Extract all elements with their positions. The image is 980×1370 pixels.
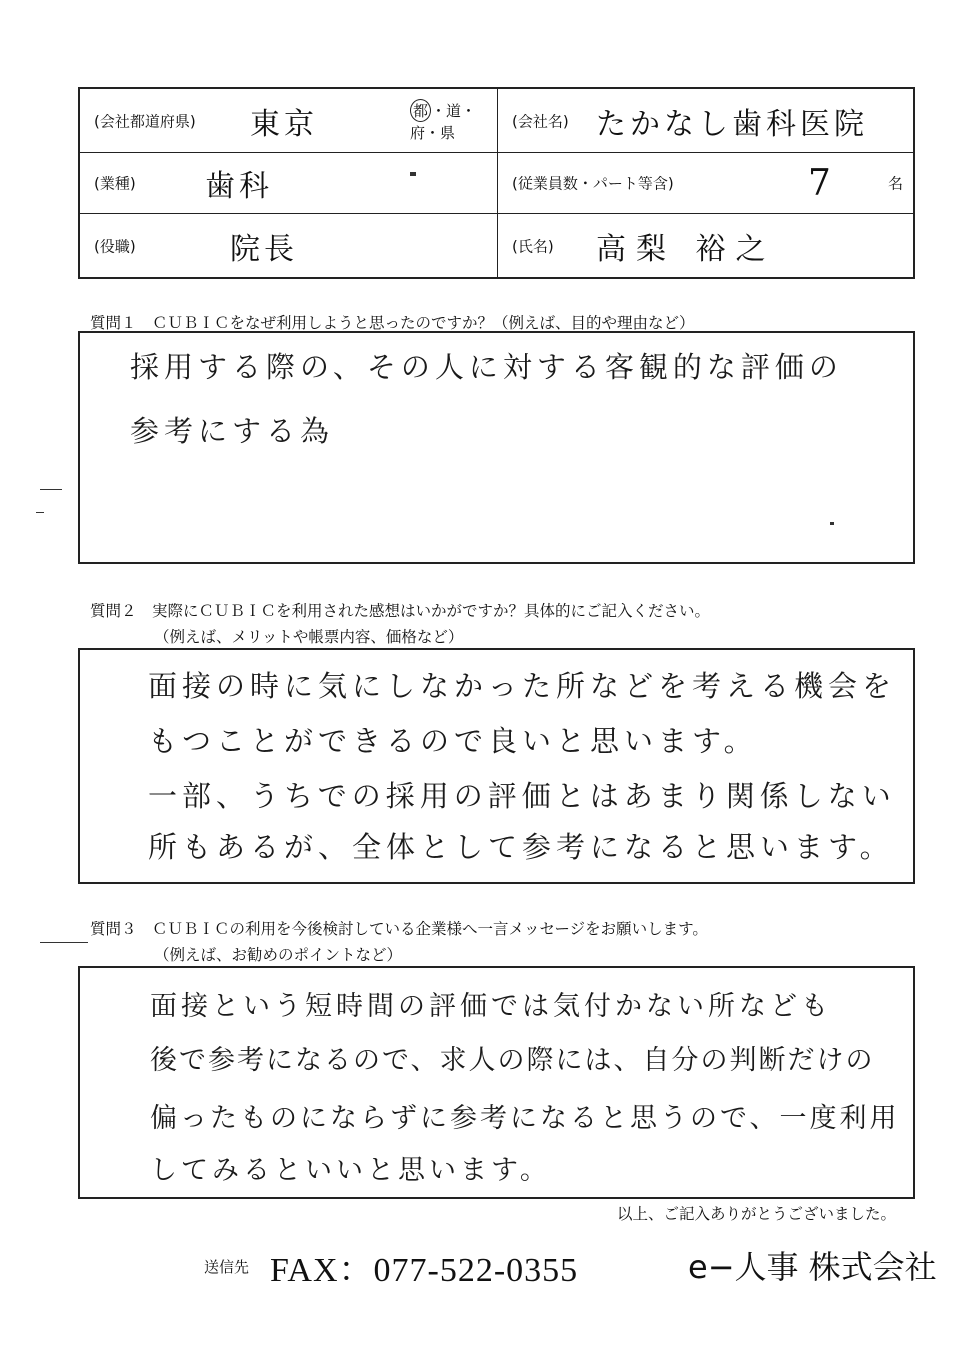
employees-unit: 名 [887, 174, 903, 193]
question-2-answer-line: 一部、うちでの採用の評価とはあまり関係しない [148, 779, 896, 813]
position-label: (役職) [94, 237, 136, 255]
industry-cell [80, 153, 498, 214]
question-2-answer-box [78, 648, 915, 884]
question-3-answer-line: 偏ったものにならずに参考になると思うので、一度利用 [150, 1103, 900, 1134]
question-2-answer-line: 所もあるが、全体として参考になると思います。 [148, 830, 894, 864]
question-3-title: 質問３ ＣＵＢＩＣの利用を今後検討している企業様へ一言メッセージをお願いします。 [90, 920, 708, 938]
prefecture-option-circled: 都 [410, 99, 431, 122]
question-3-answer-line: 後で参考になるので、求人の際には、自分の判断だけの [150, 1045, 875, 1076]
prefecture-option-rest: ・道・府・県 [410, 101, 477, 142]
employees-label: (従業員数・パート等含) [512, 174, 674, 193]
company-name-value: たかなし歯科医院 [596, 106, 868, 142]
company-name-cell [498, 89, 913, 153]
position-value: 院長 [230, 231, 298, 267]
question-1-answer-line: 参考にする為 [130, 414, 335, 448]
prefecture-cell [80, 89, 498, 153]
prefecture-label: (会社都道府県) [94, 112, 196, 130]
name-value: 高梨 裕之 [596, 231, 776, 267]
employees-cell [498, 153, 913, 214]
question-2-answer-line: 面接の時に気にしなかった所などを考える機会を [148, 669, 897, 703]
question-3-subtitle: （例えば、お勧めのポイントなど） [154, 946, 403, 964]
closing-message: 以上、ご記入ありがとうございました。 [616, 1205, 896, 1223]
employees-value: 7 [808, 162, 835, 204]
question-1-title: 質問１ ＣＵＢＩＣをなぜ利用しようと思ったのですか？（例えば、目的や理由など） [90, 314, 695, 332]
position-cell [80, 214, 498, 277]
question-3-answer-line: 面接という短時間の評価では気付かない所なども [150, 991, 832, 1022]
prefecture-options [410, 99, 497, 143]
industry-value: 歯科 [205, 169, 273, 204]
prefecture-value: 東京 [250, 106, 318, 142]
question-3-answer-box [78, 966, 915, 1199]
name-label: (氏名) [512, 237, 554, 255]
industry-label: (業種) [94, 174, 136, 193]
company-info-table [78, 87, 915, 279]
fax-number: FAX：077-522-0355 [270, 1252, 579, 1289]
question-3-answer-line: してみるといいと思います。 [150, 1155, 551, 1186]
question-1-answer-box [78, 331, 915, 564]
question-2-subtitle: （例えば、メリットや帳票内容、価格など） [154, 628, 464, 646]
name-cell [498, 214, 913, 277]
question-2-answer-line: もつことができるので良いと思います。 [148, 724, 758, 758]
footer [0, 1240, 980, 1289]
company-name: e−人事 株式会社 [688, 1248, 937, 1286]
fax-label: 送信先 [204, 1258, 250, 1276]
company-name-label: (会社名) [512, 112, 569, 130]
question-1-answer-line: 採用する際の、その人に対する客観的な評価の [130, 350, 843, 384]
question-2-title: 質問２ 実際にＣＵＢＩＣを利用された感想はいかがですか？具体的にご記入ください。 [90, 602, 711, 620]
